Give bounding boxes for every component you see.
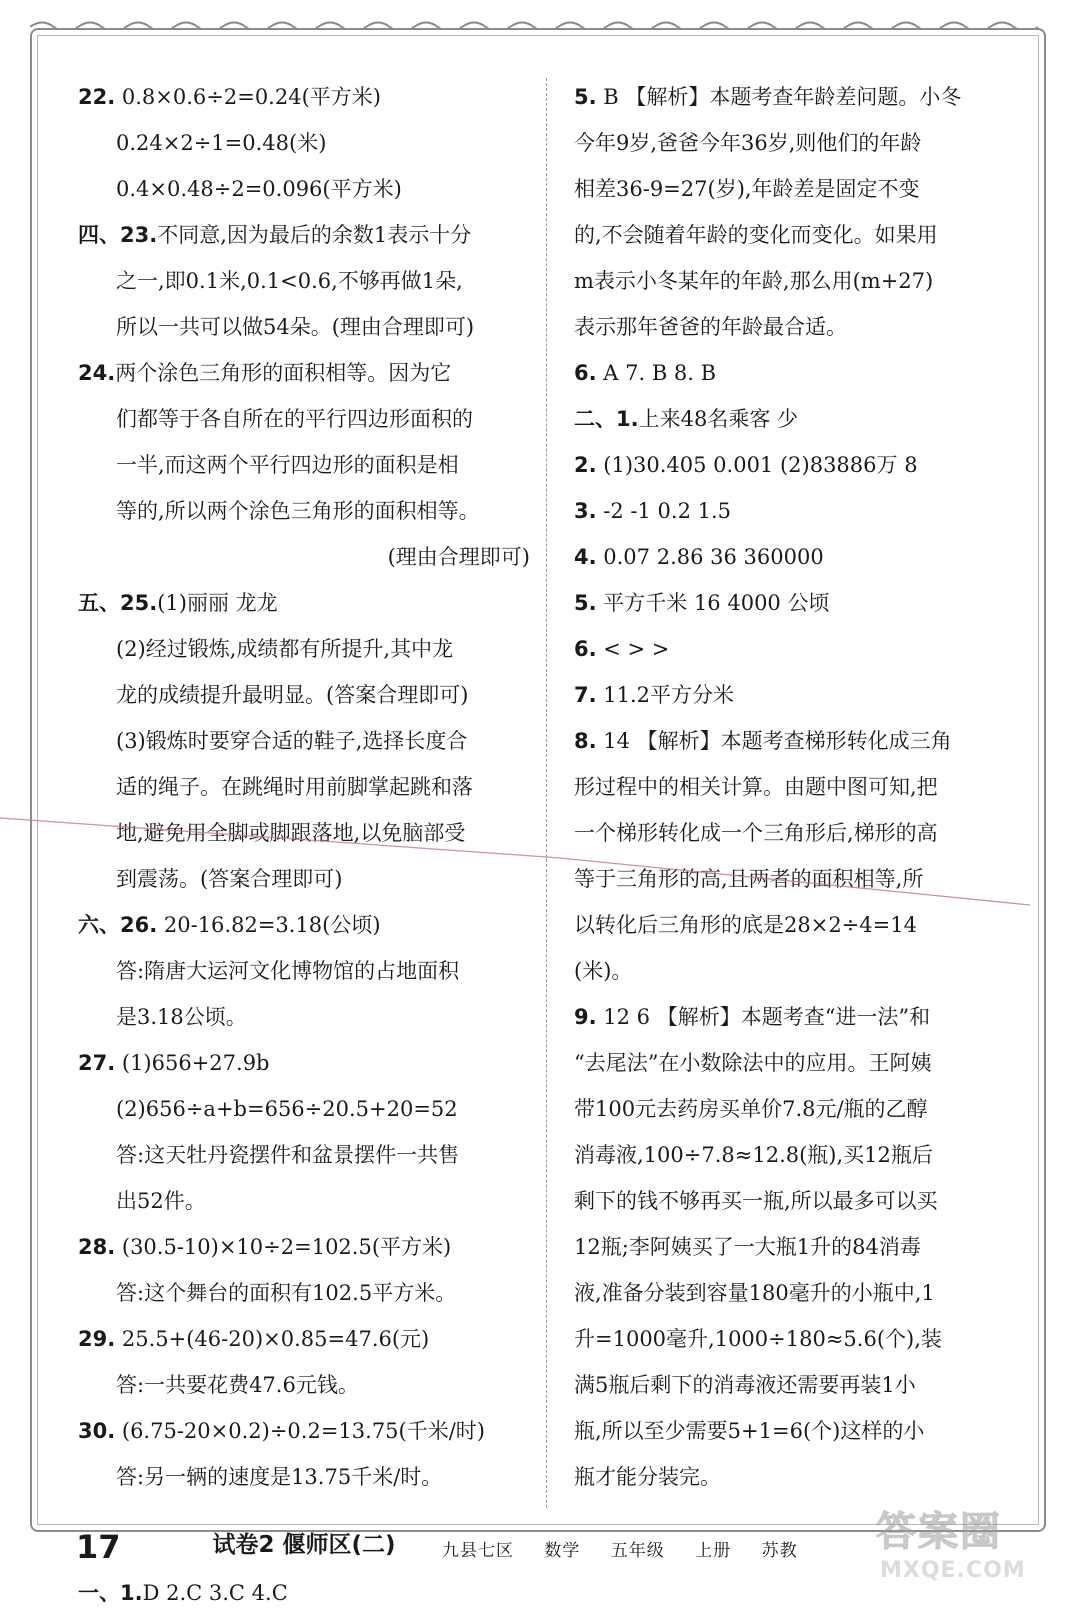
answer-text: (理由合理即可) bbox=[387, 545, 530, 569]
question-number: 27. bbox=[78, 1051, 116, 1075]
answer-line bbox=[78, 1132, 530, 1178]
answer-text: 等于三角形的高,且两者的面积相等,所 bbox=[574, 867, 924, 891]
answer-text: (1)656+27.9b bbox=[115, 1051, 270, 1075]
answer-text: 0.24×2÷1=0.48(米) bbox=[116, 131, 327, 155]
question-number: 28. bbox=[78, 1235, 116, 1259]
answer-text: 答:这天牡丹瓷摆件和盆景摆件一共售 bbox=[116, 1143, 460, 1167]
page-number: 17 bbox=[76, 1528, 121, 1566]
watermark-logo-text: 答案圈 bbox=[876, 1509, 1002, 1555]
answer-line bbox=[78, 1086, 530, 1132]
answer-line bbox=[574, 1408, 1026, 1454]
answer-text: 12瓶;李阿姨买了一大瓶1升的84消毒 bbox=[574, 1235, 921, 1259]
answer-text: 满5瓶后剩下的消毒液还需要再装1小 bbox=[574, 1373, 916, 1397]
answer-text: 11.2平方分米 bbox=[596, 683, 735, 707]
answer-line bbox=[78, 1224, 530, 1270]
question-number: 5. bbox=[574, 591, 597, 615]
answer-text: 消毒液,100÷7.8≈12.8(瓶),买12瓶后 bbox=[574, 1143, 933, 1167]
answer-line bbox=[78, 672, 530, 718]
answer-line bbox=[574, 764, 1026, 810]
question-number: 30. bbox=[78, 1419, 116, 1443]
answer-line bbox=[78, 948, 530, 994]
answer-line bbox=[78, 442, 530, 488]
answer-line bbox=[574, 212, 1026, 258]
answer-line bbox=[78, 994, 530, 1040]
answer-text: 上来48名乘客 少 bbox=[638, 407, 798, 431]
answer-text: 地,避免用全脚或脚跟落地,以免脑部受 bbox=[116, 821, 466, 845]
answer-text: 形过程中的相关计算。由题中图可知,把 bbox=[574, 775, 938, 799]
answer-text: 0.07 2.86 36 360000 bbox=[596, 545, 824, 569]
answer-line bbox=[78, 534, 530, 580]
answer-text: (米)。 bbox=[574, 959, 633, 983]
answer-text: -2 -1 0.2 1.5 bbox=[596, 499, 732, 523]
answer-line bbox=[574, 304, 1026, 350]
answer-text: 瓶,所以至少需要5+1=6(个)这样的小 bbox=[574, 1419, 925, 1443]
question-number: 5. bbox=[574, 85, 597, 109]
column-divider bbox=[546, 78, 548, 1508]
answer-text: m表示小冬某年的年龄,那么用(m+27) bbox=[574, 269, 934, 293]
answer-text: 的,不会随着年龄的变化而变化。如果用 bbox=[574, 223, 938, 247]
question-number: 29. bbox=[78, 1327, 116, 1351]
answer-line bbox=[78, 304, 530, 350]
answer-text: (2)656÷a+b=656÷20.5+20=52 bbox=[116, 1097, 458, 1121]
answer-line bbox=[78, 764, 530, 810]
answer-line bbox=[78, 166, 530, 212]
question-number: 2. bbox=[574, 453, 597, 477]
answer-text: 12 6 【解析】本题考查“进一法”和 bbox=[596, 1005, 931, 1029]
footer-book-info bbox=[442, 1536, 822, 1561]
answer-line bbox=[78, 626, 530, 672]
answer-text: 升=1000毫升,1000÷180≈5.6(个),装 bbox=[574, 1327, 942, 1351]
answer-line bbox=[574, 994, 1026, 1040]
answer-text: 出52件。 bbox=[116, 1189, 206, 1213]
answer-line bbox=[574, 74, 1026, 120]
answer-text: 答:隋唐大运河文化博物馆的占地面积 bbox=[116, 959, 460, 983]
answer-text: (1)丽丽 龙龙 bbox=[157, 591, 278, 615]
answer-line bbox=[574, 1040, 1026, 1086]
answer-line bbox=[574, 350, 1026, 396]
answer-text: (2)经过锻炼,成绩都有所提升,其中龙 bbox=[116, 637, 454, 661]
answer-line bbox=[78, 718, 530, 764]
question-number: 22. bbox=[78, 85, 116, 109]
answer-text: “去尾法”在小数除法中的应用。王阿姨 bbox=[574, 1051, 932, 1075]
answer-line bbox=[574, 856, 1026, 902]
answer-line bbox=[78, 580, 530, 626]
answer-line bbox=[574, 718, 1026, 764]
answer-line bbox=[574, 580, 1026, 626]
answer-line bbox=[78, 396, 530, 442]
question-number: 9. bbox=[574, 1005, 597, 1029]
answer-text: 相差36-9=27(岁),年龄差是固定不变 bbox=[574, 177, 920, 201]
answer-text: 表示那年爸爸的年龄最合适。 bbox=[574, 315, 847, 339]
answer-text: (3)锻炼时要穿合适的鞋子,选择长度合 bbox=[116, 729, 468, 753]
answer-line bbox=[78, 856, 530, 902]
answer-text: 25.5+(46-20)×0.85=47.6(元) bbox=[115, 1327, 430, 1351]
answer-line bbox=[574, 1454, 1026, 1500]
answer-line bbox=[78, 258, 530, 304]
right-column bbox=[574, 74, 1026, 1500]
answer-line bbox=[574, 1086, 1026, 1132]
answer-line bbox=[574, 902, 1026, 948]
answer-text: 以转化后三角形的底是28×2÷4=14 bbox=[574, 913, 917, 937]
answer-line bbox=[574, 1132, 1026, 1178]
answer-line bbox=[78, 1408, 530, 1454]
answer-line bbox=[78, 1454, 530, 1500]
footer-volume: 上册 bbox=[695, 1541, 732, 1561]
answer-line bbox=[78, 810, 530, 856]
answer-text: D 2.C 3.C 4.C bbox=[142, 1581, 288, 1605]
question-number: 一、1. bbox=[78, 1581, 143, 1605]
answer-line bbox=[78, 1040, 530, 1086]
question-number: 24. bbox=[78, 361, 116, 385]
answer-text: 一个梯形转化成一个三角形后,梯形的高 bbox=[574, 821, 938, 845]
answer-text: 答:另一辆的速度是13.75千米/时。 bbox=[116, 1465, 443, 1489]
answer-text: A 7. B 8. B bbox=[596, 361, 717, 385]
answer-text: (6.75-20×0.2)÷0.2=13.75(千米/时) bbox=[115, 1419, 485, 1443]
answer-line bbox=[78, 1270, 530, 1316]
answer-text: 是3.18公顷。 bbox=[116, 1005, 247, 1029]
answer-text: 14 【解析】本题考查梯形转化成三角 bbox=[596, 729, 952, 753]
answer-line bbox=[78, 350, 530, 396]
question-number: 8. bbox=[574, 729, 597, 753]
answer-text: 龙的成绩提升最明显。(答案合理即可) bbox=[116, 683, 469, 707]
answer-line bbox=[574, 1316, 1026, 1362]
answer-text: 带100元去药房买单价7.8元/瓶的乙醇 bbox=[574, 1097, 928, 1121]
answer-line bbox=[78, 120, 530, 166]
question-number: 二、1. bbox=[574, 407, 639, 431]
answer-text: (30.5-10)×10÷2=102.5(平方米) bbox=[115, 1235, 452, 1259]
answer-text: 之一,即0.1米,0.1<0.6,不够再做1朵, bbox=[116, 269, 463, 293]
answer-line bbox=[78, 488, 530, 534]
answer-text: 们都等于各自所在的平行四边形面积的 bbox=[116, 407, 473, 431]
section-title: 试卷2 偃师区(二) bbox=[212, 1532, 396, 1558]
footer-grade: 五年级 bbox=[610, 1541, 665, 1561]
answer-text: < > > bbox=[596, 637, 670, 661]
answer-line bbox=[78, 212, 530, 258]
answer-line bbox=[574, 534, 1026, 580]
question-number: 五、25. bbox=[78, 591, 158, 615]
answer-line bbox=[574, 488, 1026, 534]
answer-line bbox=[574, 442, 1026, 488]
left-column bbox=[78, 74, 530, 1616]
question-number: 四、23. bbox=[78, 223, 158, 247]
answer-line bbox=[574, 166, 1026, 212]
answer-line bbox=[78, 902, 530, 948]
question-number: 6. bbox=[574, 361, 597, 385]
answer-text: 所以一共可以做54朵。(理由合理即可) bbox=[116, 315, 475, 339]
answer-text: 答:这个舞台的面积有102.5平方米。 bbox=[116, 1281, 457, 1305]
answer-line bbox=[574, 810, 1026, 856]
question-number: 4. bbox=[574, 545, 597, 569]
answer-line bbox=[574, 1362, 1026, 1408]
answer-line bbox=[78, 74, 530, 120]
answer-text: 等的,所以两个涂色三角形的面积相等。 bbox=[116, 499, 480, 523]
answer-text: 20-16.82=3.18(公顷) bbox=[157, 913, 381, 937]
answer-line bbox=[574, 258, 1026, 304]
answer-text: 到震荡。(答案合理即可) bbox=[116, 867, 343, 891]
answer-text: (1)30.405 0.001 (2)83886万 8 bbox=[596, 453, 918, 477]
answer-text: 平方千米 16 4000 公顷 bbox=[596, 591, 830, 615]
question-number: 7. bbox=[574, 683, 597, 707]
answer-line bbox=[574, 672, 1026, 718]
answer-text: 液,准备分装到容量180毫升的小瓶中,1 bbox=[574, 1281, 935, 1305]
answer-text: 答:一共要花费47.6元钱。 bbox=[116, 1373, 359, 1397]
question-number: 3. bbox=[574, 499, 597, 523]
answer-line bbox=[574, 1224, 1026, 1270]
footer-edition: 苏教 bbox=[761, 1541, 798, 1561]
answer-text: 剩下的钱不够再买一瓶,所以最多可以买 bbox=[574, 1189, 938, 1213]
answer-text: 两个涂色三角形的面积相等。因为它 bbox=[115, 361, 452, 385]
question-number: 六、26. bbox=[78, 913, 158, 937]
answer-text: B 【解析】本题考查年龄差问题。小冬 bbox=[596, 85, 962, 109]
answer-text: 0.4×0.48÷2=0.096(平方米) bbox=[116, 177, 402, 201]
question-number: 6. bbox=[574, 637, 597, 661]
answer-text: 0.8×0.6÷2=0.24(平方米) bbox=[115, 85, 381, 109]
answer-line bbox=[78, 1316, 530, 1362]
answer-line bbox=[574, 626, 1026, 672]
answer-line bbox=[78, 1178, 530, 1224]
answer-line bbox=[78, 1570, 530, 1616]
footer-region: 九县七区 bbox=[442, 1541, 514, 1561]
answer-line bbox=[574, 120, 1026, 166]
answer-text: 不同意,因为最后的余数1表示十分 bbox=[157, 223, 472, 247]
answer-text: 今年9岁,爸爸今年36岁,则他们的年龄 bbox=[574, 131, 922, 155]
answer-line bbox=[574, 948, 1026, 994]
answer-line bbox=[574, 1270, 1026, 1316]
footer-subject: 数学 bbox=[544, 1541, 581, 1561]
answer-line bbox=[574, 396, 1026, 442]
answer-text: 适的绳子。在跳绳时用前脚掌起跳和落 bbox=[116, 775, 473, 799]
watermark-url: MXQE.COM bbox=[880, 1558, 1026, 1583]
answer-text: 瓶才能分装完。 bbox=[574, 1465, 721, 1489]
answer-text: 一半,而这两个平行四边形的面积是相 bbox=[116, 453, 459, 477]
watermark-logo bbox=[866, 1496, 1046, 1590]
answer-line bbox=[574, 1178, 1026, 1224]
answer-line bbox=[78, 1362, 530, 1408]
